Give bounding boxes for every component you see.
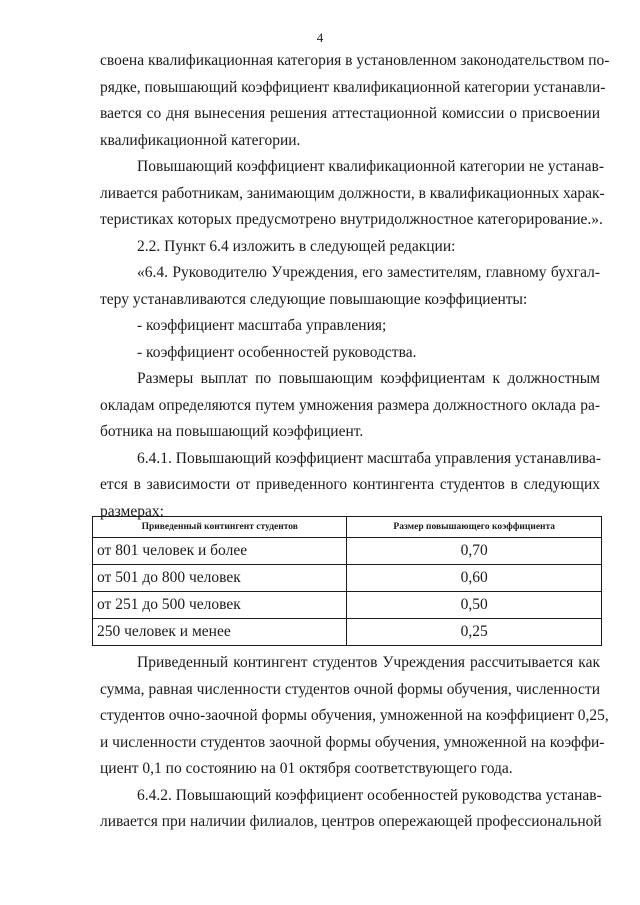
text-block-upper (100, 48, 610, 525)
text-line: рядке, повышающий коэффициент квалификационной категории устанавли- (100, 78, 606, 96)
table-row (93, 565, 602, 592)
table-row (93, 538, 602, 565)
text-line: сумма, равная численности студентов очной формы обучения, численности (100, 680, 600, 698)
table-row (93, 619, 602, 646)
text-line: и численности студентов заочной формы обучения, умноженной на коэффи- (100, 733, 605, 751)
text-line: студентов очно-заочной формы обучения, умноженной на коэффициент 0,25, (100, 707, 609, 724)
page-number: 4 (316, 30, 324, 45)
table-cell-coefficient: 0,25 (347, 619, 602, 646)
table-cell-contingent: от 501 до 800 человек (93, 565, 347, 592)
table-header-cell: Размер повышающего коэффициента (347, 517, 602, 538)
text-line: вается со дня вынесения решения аттестационной комиссии о присвоении (100, 105, 600, 122)
table-header-row (93, 517, 602, 538)
table-cell-contingent: от 251 до 500 человек (93, 592, 347, 619)
text-line: Приведенный контингент студентов Учреждения рассчитывается как (137, 654, 600, 671)
text-line: ливается работникам, занимающим должности, в квалификационных харак- (100, 184, 605, 202)
table-cell-contingent: от 801 человек и более (93, 538, 347, 565)
text-line: своена квалификационная категория в установленном законодательством по- (100, 52, 610, 69)
table-cell-coefficient: 0,50 (347, 592, 602, 619)
table-cell-coefficient: 0,60 (347, 565, 602, 592)
text-line: окладам определяются путем умножения размера должностного оклада ра- (100, 396, 600, 414)
text-line: Размеры выплат по повышающим коэффициентам к должностным (137, 370, 600, 387)
text-line: Повышающий коэффициент квалификационной категории не устанав- (137, 158, 605, 175)
table-cell-coefficient: 0,70 (347, 538, 602, 565)
text-line: «6.4. Руководителю Учреждения, его заместителям, главному бухгал- (137, 264, 600, 281)
text-line: ботника на повышающий коэффициент. (100, 423, 364, 440)
table-row (93, 592, 602, 619)
text-line: теру устанавливаются следующие повышающие коэффициенты: (100, 290, 528, 308)
table-header-cell: Приведенный контингент студентов (93, 517, 347, 538)
text-line: квалификационной категории. (100, 131, 301, 149)
text-line: 6.4.1. Повышающий коэффициент масштаба управления устанавлива- (137, 449, 601, 467)
table-cell-contingent: 250 человек и менее (93, 619, 347, 646)
list-item: - коэффициент особенностей руководства. (137, 343, 417, 361)
text-line: размерах: (100, 502, 164, 520)
coefficient-table (92, 516, 602, 646)
text-line: 6.4.2. Повышающий коэффициент особенностей руководства устанав- (137, 786, 602, 804)
text-line: циент 0,1 по состоянию на 01 октября соответствующего года. (100, 760, 513, 777)
text-line: ется в зависимости от приведенного контингента студентов в следующих (100, 476, 600, 493)
text-line: 2.2. Пункт 6.4 изложить в следующей редакции: (137, 237, 456, 255)
text-block-lower (100, 650, 609, 836)
list-item: - коэффициент масштаба управления; (137, 317, 387, 334)
text-line: ливается при наличии филиалов, центров опережающей профессиональной (100, 813, 602, 830)
text-line: теристиках которых предусмотрено внутридолжностное категорирование.». (100, 211, 603, 228)
